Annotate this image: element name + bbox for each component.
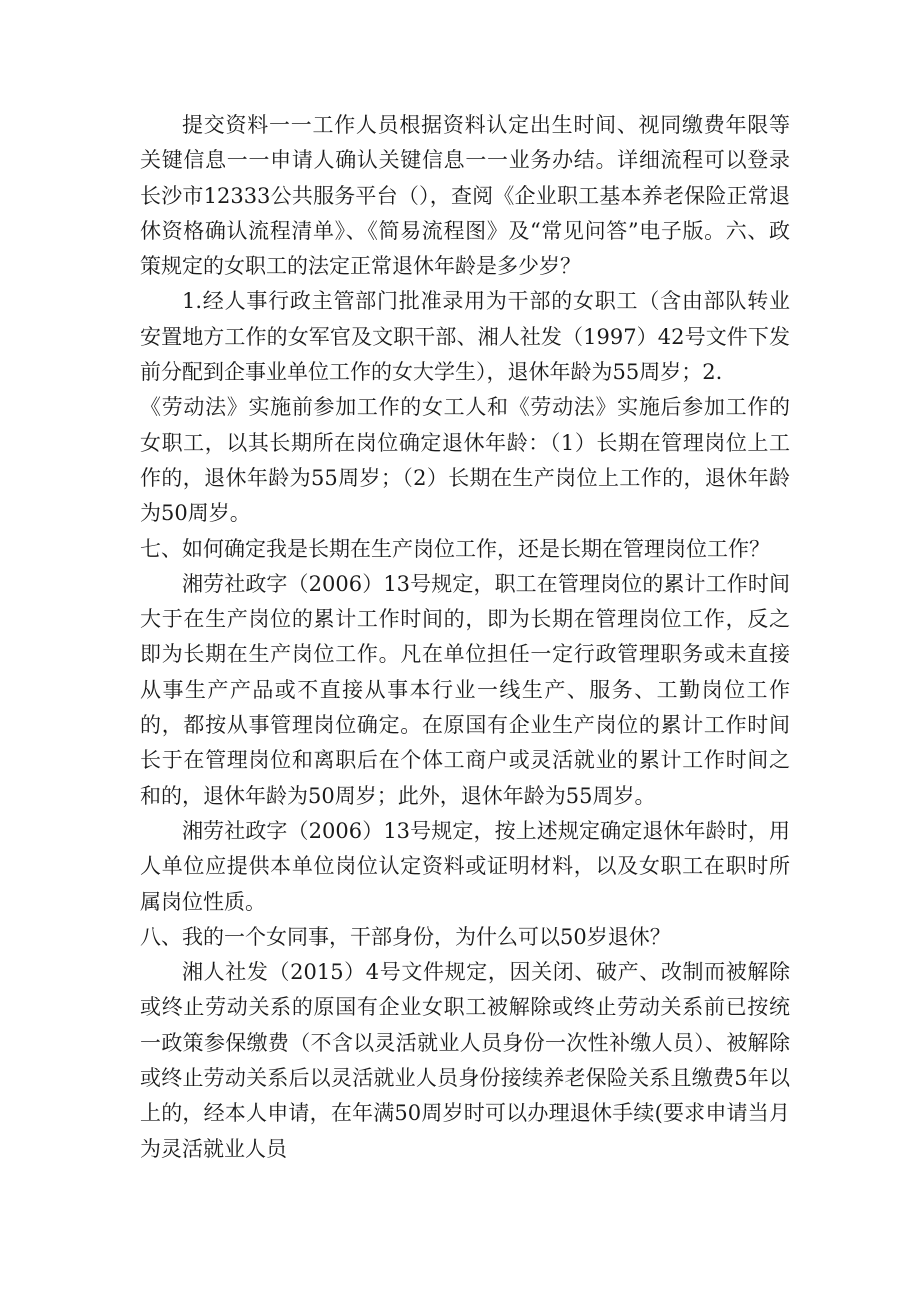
paragraph-employer-materials: 湘劳社政字（2006）13号规定，按上述规定确定退休年龄时，用人单位应提供本单位岗位认定资料或证明材料，以及女职工在职时所属岗位性质。	[140, 818, 790, 914]
paragraph-position-determination: 湘劳社政字（2006）13号规定，职工在管理岗位的累计工作时间大于在生产岗位的累计工作时间的，即为长期在管理岗位工作，反之即为长期在生产岗位工作。凡在单位担任一定行政管理职务或未直接从事生产产品或不直接从事本行业一线生产、服务、工勤岗位工作的，都按从事管理岗位确定。在原国有企业生产岗位的累计工作时间长于在管理岗位和离职后在个体工商户或灵活就业的累计工作时间之和的，退休年龄为50周岁；此外，退休年龄为55周岁。	[140, 571, 790, 808]
section-heading-eight: 八、我的一个女同事，干部身份，为什么可以50岁退休？	[140, 924, 671, 949]
paragraph-early-retirement-policy: 湘人社发（2015）4号文件规定，因关闭、破产、改制而被解除或终止劳动关系的原国有企业女职工被解除或终止劳动关系前已按统一政策参保缴费（不含以灵活就业人员身份一次性补缴人员）、被解除或终止劳动关系后以灵活就业人员身份接续养老保险关系且缴费5年以上的，经本人申请，在年满50周岁时可以办理退休手续(要求申请当月为灵活就业人员	[140, 960, 790, 1161]
document-body	[140, 108, 790, 1167]
paragraph-labor-law-retirement-age: 《劳动法》实施前参加工作的女工人和《劳动法》实施后参加工作的女职工，以其长期所在岗位确定退休年龄：（1）长期在管理岗位上工作的，退休年龄为55周岁；（2）长期在生产岗位上工作的，退休年龄为50周岁。	[140, 395, 790, 526]
section-heading-seven: 七、如何确定我是长期在生产岗位工作，还是长期在管理岗位工作？	[140, 536, 770, 561]
paragraph-submission-process: 提交资料一一工作人员根据资料认定出生时间、视同缴费年限等关键信息一一申请人确认关键信息一一业务办结。详细流程可以登录长沙市12333公共服务平台（），查阅《企业职工基本养老保险正常退休资格确认流程清单》、《简易流程图》及“常见问答”电子版。六、政策规定的女职工的法定正常退休年龄是多少岁？	[140, 113, 790, 279]
paragraph-cadre-retirement-age: 1.经人事行政主管部门批准录用为干部的女职工（含由部队转业安置地方工作的女军官及文职干部、湘人社发（1997）42号文件下发前分配到企事业单位工作的女大学生），退休年龄为55周岁；2.	[140, 289, 790, 385]
